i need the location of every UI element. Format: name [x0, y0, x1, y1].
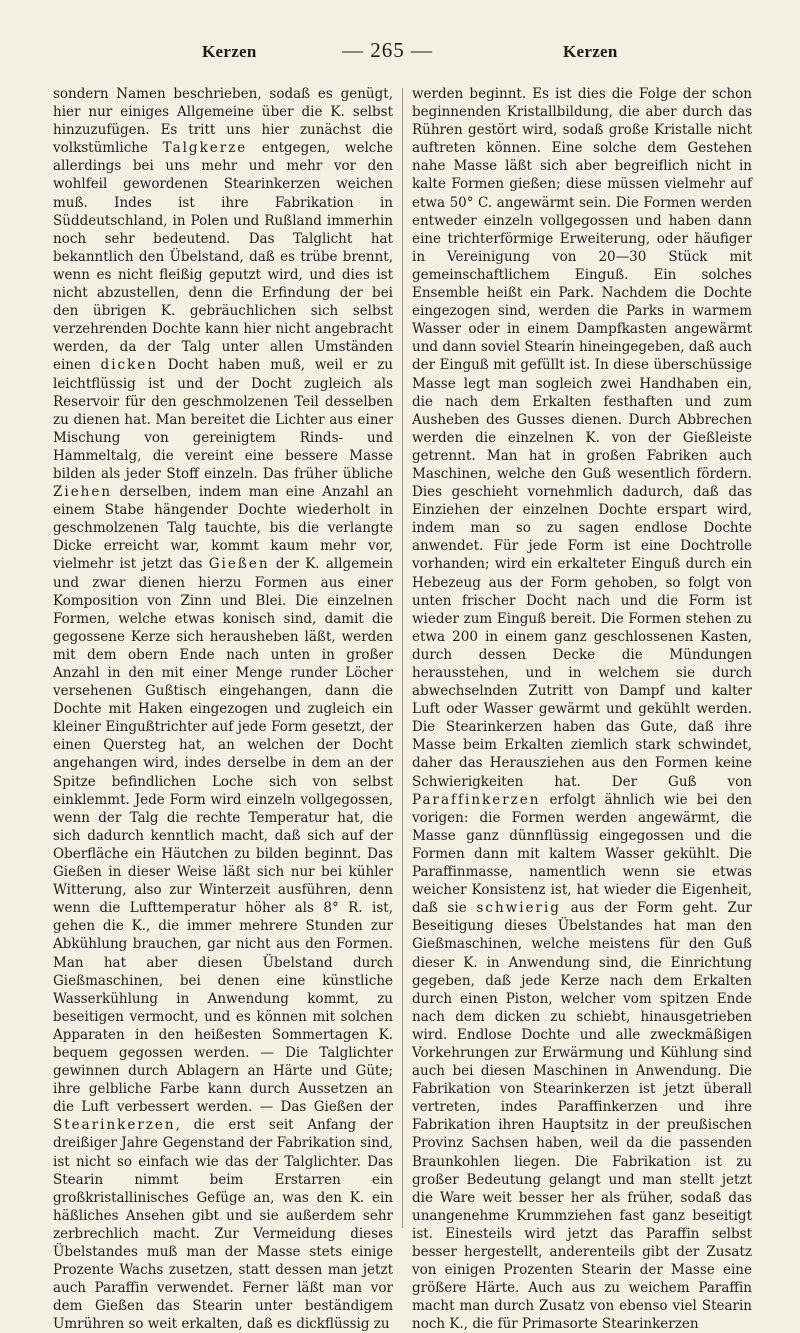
- text-run: aus der Form geht. Zur Beseitigung dieses Übelstandes hat man den Gießmaschinen, welche meistens für den Guß dieser K. in Anwendung sind, die Einrichtung gegeben, daß jede Kerze nach dem Erkalten durch einen Piston, welcher vom spitzen Ende nach dem dicken zu schiebt, hinausgetrieben wird. Endlose Dochte und alle zweckmäßigen Vorkehrungen zur Erwärmung und Kühlung sind auch bei diesen Maschinen in Anwendung. Die Fabrikation von Stearinkerzen ist jetzt überall vertreten, indes Paraffinkerzen und ihre Fabrikation ihren Hauptsitz in der preußischen Provinz Sachsen haben, weil da die passenden Braunkohlen liegen. Die Fabrikation ist zu großer Bedeutung gelangt und man stellt jetzt die Ware weit besser her als früher, sodaß das unangenehme Krummziehen fast ganz beseitigt ist. Einesteils wird jetzt das Paraffin selbst besser hergestellt, anderenteils gibt der Zusatz von einigen Prozenten Stearin der Masse eine größere Härte. Auch aus zu weichem Paraffin macht man durch Zusatz von ebenso viel Stearin noch K., die für Primasorte Stearinkerzen: [412, 900, 753, 1333]
- spaced-term: Talgkerze: [162, 140, 248, 157]
- spaced-term: schwierig: [476, 900, 561, 917]
- left-column: [53, 85, 394, 1333]
- running-header: [50, 38, 755, 68]
- header-right-keyword: Kerzen: [563, 42, 618, 61]
- text-run: der K. allgemein und zwar dienen hierzu Formen aus einer Komposition von Zinn und Blei. Die einzelnen Formen, welche etwas konisch sind, damit die gegossene Kerze sich herausheben läßt, werden mit dem obern Ende nach unten in großer Anzahl in den mit einer Menge runder Löcher versehenen Gußtisch eingehangen, dann die Dochte mit Haken eingezogen und zugleich ein kleiner Eingußtrichter auf jede Form gesetzt, der einen Quersteg hat, an welchen der Docht angehangen wird, indes derselbe in dem an der Spitze befindlichen Loche sich von selbst einklemmt. Jede Form wird einzeln vollgegossen, wenn der Talg die rechte Temperatur hat, die sich dadurch kenntlich macht, daß sich auf der Oberfläche ein Häutchen zu bilden beginnt. Das Gießen in dieser Weise läßt sich nur bei kühler Witterung, also zur Winterzeit ausführen, denn wenn die Lufttemperatur höher als 8° R. ist, gehen die K., die immer mehrere Stunden zur Abkühlung brauchen, gar nicht aus den Formen. Man hat aber diesen Übelstand durch Gießmaschinen, bei denen eine künstliche Wasserkühlung in Anwendung kommt, zu beseitigen vermocht, und es können mit solchen Apparaten in den heißesten Sommertagen K. bequem gegossen werden. — Die Talglichter gewinnen durch Ablagern an Härte und Güte; ihre gelbliche Farbe kann durch Aussetzen an die Luft verbessert werden. — Das Gießen der: [53, 556, 393, 1116]
- text-run: derselben, indem man eine Anzahl an einem Stabe hängender Dochte wiederholt in geschmolzenen Talg tauchte, bis die verlangte Dicke erreicht war, kommt kaum mehr vor, vielmehr ist jetzt das: [53, 484, 393, 573]
- spaced-term: Stearinkerzen: [53, 1117, 176, 1134]
- text-run: werden beginnt. Es ist dies die Folge der schon beginnenden Kristallbildung, die aber durch das Rühren gestört wird, sodaß große Kristalle nicht auftreten können. Eine solche dem Gestehen nahe Masse läßt sich aber begreiflich nicht in kalte Formen gießen; diese müssen vielmehr auf etwa 50° C. angewärmt sein. Die Formen werden entweder einzeln vollgegossen und haben dann eine trichterförmige Erweiterung, oder häufiger in Vereinigung von 20—30 Stück mit gemeinschaftlichem Einguß. Ein solches Ensemble heißt ein Park. Nachdem die Dochte eingezogen sind, werden die Parks in warmem Wasser oder in einem Dampfkasten angewärmt und dann soviel Stearin hineingegeben, daß auch der Einguß mit gefüllt ist. In diese überschüssige Masse legt man sogleich zwei Handhaben ein, die nach dem Erkalten festhaften und zum Ausheben des Gusses dienen. Durch Abbrechen werden die einzelnen K. von der Gießleiste getrennt. Man hat in großen Fabriken auch Maschinen, welche den Guß wesentlich fördern. Dies geschieht vornehmlich dadurch, daß das Einziehen der einzelnen Dochte erspart wird, indem man so zu sagen endlose Dochte anwendet. Für jede Form ist eine Dochtrolle vorhanden; wird ein erkalteter Einguß durch ein Hebezeug aus der Form gehoben, so folgt von unten frischer Docht nach und die Form ist wieder zum Einguß bereit. Die Formen stehen zu etwa 200 in einem ganz geschlossenen Kasten, durch dessen Decke die Mündungen herausstehen, und in welchem sie durch abwechselnden Zutritt von Dampf und kalter Luft oder Wasser gewärmt und gekühlt werden. Die Stearinkerzen haben das Gute, daß ihre Masse beim Erkalten ziemlich stark schwindet, daher das Herausziehen aus den Formen keine Schwierigkeiten hat. Der Guß von: [412, 86, 752, 790]
- right-column-text: [412, 85, 752, 1333]
- spaced-term: dicken: [100, 357, 158, 374]
- page-number: — 265 —: [342, 38, 433, 62]
- text-run: erfolgt ähnlich wie bei den vorigen: die Formen werden angewärmt, die Masse ganz dünnflüssig eingegossen und die Formen dann mit kaltem Wasser gekühlt. Die Paraffinmasse, namentlich wenn sie etwas weicher Konsistenz ist, hat wieder die Eigenheit, daß sie: [412, 791, 752, 917]
- spaced-term: Paraffinkerzen: [412, 791, 541, 808]
- left-column-text: [53, 85, 393, 1333]
- text-run: Docht haben muß, weil er zu leichtflüssig ist und der Docht zugleich als Reservoir für den geschmolzenen Teil desselben zu dienen hat. Man bereitet die Lichter aus einer Mischung von gereinigtem Rinds- und Hammeltalg, die vereint eine bessere Masse bilden als jeder Stoff einzeln. Das früher übliche: [53, 357, 393, 482]
- text-run: sondern Namen beschrieben, sodaß es genügt, hier nur einiges Allgemeine über die K. selbst hinzuzufügen. Es tritt uns hier zunächst die volkstümliche: [53, 86, 393, 157]
- text-run: entgegen, welche allerdings bei uns mehr und mehr vor den wohlfeil gewordenen Stearinkerzen weichen muß. Indes ist ihre Fabrikation in Süddeutschland, in Polen und Rußland immerhin noch sehr bedeutend. Das Talglicht hat bekanntlich den Übelstand, daß es trübe brennt, wenn es nicht fleißig geputzt wird, und dies ist nicht abzustellen, denn die Erfindung der bei den übrigen K. gebräuchlichen sich selbst verzehrenden Dochte kann hier nicht angebracht werden, da der Talg unter allen Umständen einen: [53, 140, 394, 374]
- column-divider: [402, 88, 403, 1228]
- spaced-term: Gießen: [208, 556, 270, 573]
- spaced-term: Ziehen: [53, 484, 113, 501]
- text-run: , die erst seit Anfang der dreißiger Jahre Gegenstand der Fabrikation sind, ist nicht so einfach wie das der Talglichter. Das Stearin nimmt beim Erstarren ein großkristallinisches Gefüge an, was den K. ein häßliches Ansehen gibt und sie außerdem sehr zerbrechlich macht. Zur Vermeidung dieses Übelstandes muß man der Masse stets einige Prozente Wachs zusetzen, statt dessen man jetzt auch Paraffin verwendet. Ferner läßt man vor dem Gießen das Stearin unter beständigem Umrühren so weit erkalten, daß es dickflüssig zu: [53, 1117, 393, 1333]
- right-column: [412, 85, 753, 1333]
- header-left-keyword: Kerzen: [202, 42, 257, 61]
